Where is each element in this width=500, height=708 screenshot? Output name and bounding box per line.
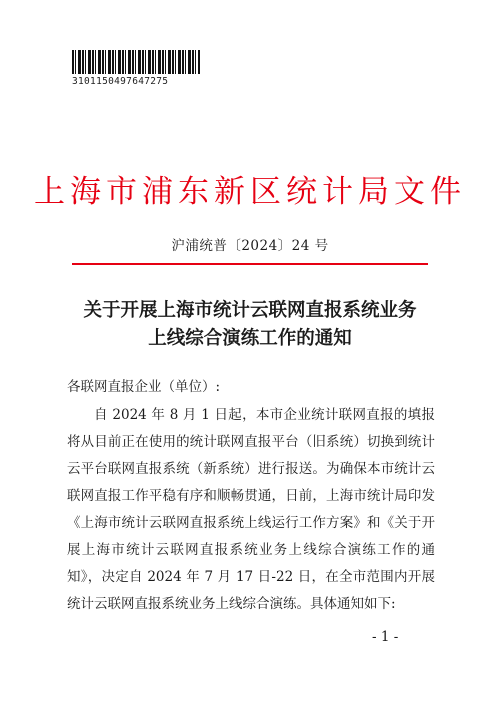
- barcode: [72, 50, 200, 74]
- document-title-line-1: 关于开展上海市统计云联网直报系统业务: [83, 300, 417, 321]
- barcode-number: 3101150497647275: [72, 76, 169, 87]
- salutation: 各联网直报企业（单位）:: [67, 379, 221, 395]
- document-title: [0, 297, 500, 353]
- page-number: - 1 -: [372, 629, 399, 645]
- document-number: 沪浦统普〔2024〕24 号: [171, 238, 329, 254]
- issuer-title: 上海市浦东新区统计局文件: [34, 174, 466, 210]
- red-divider: [72, 263, 428, 265]
- body-paragraph: 自 2024 年 8 月 1 日起，本市企业统计联网直报的填报将从目前正在使用的统计联网直报平台（旧系统）切换到统计云平台联网直报系统（新系统）进行报送。为确保本市统计云联网直报工作平稳有序和顺畅贯通，日前，上海市统计局印发《上海市统计云联网直报系统上线运行工作方案》和《关于开展上海市统计云联网直报系统业务上线综合演练工作的通知》，决定自 2024 年 7 月 17 日-22 日，在全市范围内开展统计云联网直报系统业务上线综合演练。具体通知如下:: [67, 407, 435, 612]
- document-title-line-2: 上线综合演练工作的通知: [148, 328, 352, 349]
